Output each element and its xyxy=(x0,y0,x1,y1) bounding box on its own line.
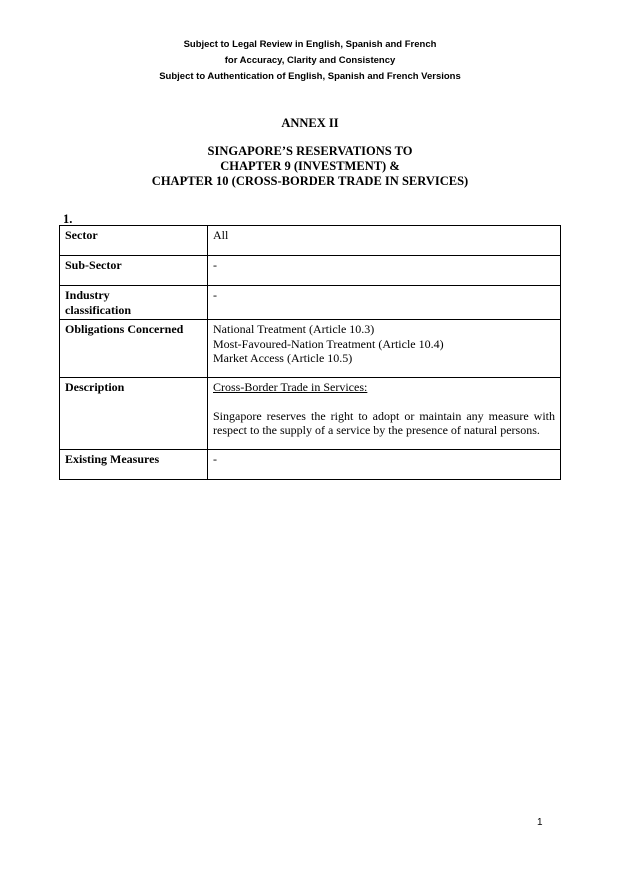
sub-sector-value: - xyxy=(208,256,561,286)
table-row xyxy=(60,378,561,450)
obligation-item: Market Access (Article 10.5) xyxy=(213,351,353,365)
heading-line: CHAPTER 10 (CROSS-BORDER TRADE IN SERVICES) xyxy=(151,174,469,188)
page-number: 1 xyxy=(537,817,543,828)
heading-line: SINGAPORE’S RESERVATIONS TO xyxy=(207,144,413,158)
reservation-number: 1. xyxy=(63,212,73,226)
label-line: Industry xyxy=(65,288,110,302)
annex-title: ANNEX II xyxy=(281,116,339,130)
document-heading xyxy=(0,144,620,189)
obligation-item: Most-Favoured-Nation Treatment (Article 10.4) xyxy=(213,336,444,351)
legal-notice-line: for Accuracy, Clarity and Consistency xyxy=(224,55,396,66)
heading-line: CHAPTER 9 (INVESTMENT) & xyxy=(220,159,400,173)
table-row xyxy=(60,320,561,378)
legal-notice-line: Subject to Legal Review in English, Spanish and French xyxy=(183,39,437,50)
sector-value: All xyxy=(208,226,561,256)
legal-notice-line: Subject to Authentication of English, Spanish and French Versions xyxy=(159,71,461,82)
reservation-table xyxy=(59,225,561,480)
table-row xyxy=(60,450,561,480)
table-row xyxy=(60,286,561,320)
obligation-item: National Treatment (Article 10.3) xyxy=(213,322,375,336)
description-subheading: Cross-Border Trade in Services: xyxy=(213,380,368,394)
description-value xyxy=(208,378,561,450)
description-label: Description xyxy=(60,378,208,450)
obligations-values xyxy=(208,320,561,378)
obligations-label: Obligations Concerned xyxy=(60,320,208,378)
industry-classification-label xyxy=(60,286,208,320)
existing-measures-value: - xyxy=(208,450,561,480)
legal-review-notice xyxy=(0,37,620,85)
label-line: classification xyxy=(65,302,131,317)
existing-measures-label: Existing Measures xyxy=(60,450,208,480)
table-row xyxy=(60,226,561,256)
table-row xyxy=(60,256,561,286)
industry-classification-value: - xyxy=(208,286,561,320)
description-text: Singapore reserves the right to adopt or maintain any measure with respect to the supply of a service by the presence of natural persons. xyxy=(213,408,555,437)
sector-label: Sector xyxy=(60,226,208,256)
sub-sector-label: Sub-Sector xyxy=(60,256,208,286)
